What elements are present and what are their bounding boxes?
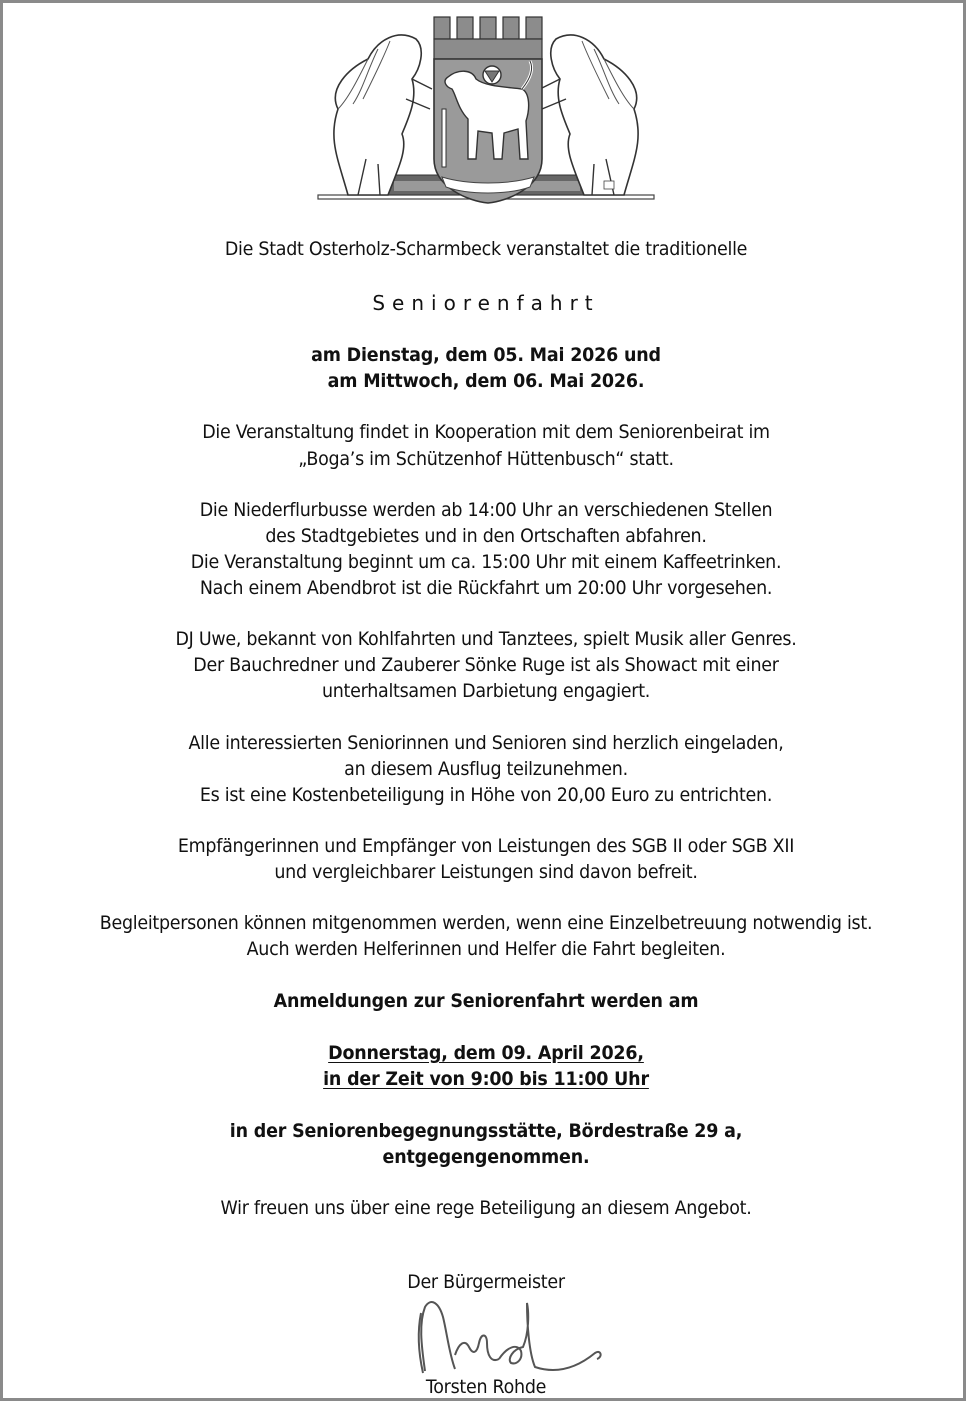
paragraph-entertainment-line-2: Der Bauchredner und Zauberer Sönke Ruge ist als Showact mit einer	[193, 654, 779, 676]
date-line-2: am Mittwoch, dem 06. Mai 2026.	[327, 370, 645, 392]
paragraph-companions-line-1: Begleitpersonen können mitgenommen werden, wenn eine Einzelbetreuung notwendig ist.	[99, 912, 873, 934]
registration-date	[42, 1040, 931, 1066]
paragraph-exemption-line-1: Empfängerinnen und Empfänger von Leistungen des SGB II oder SGB XII	[177, 835, 795, 857]
registration-intro: Anmeldungen zur Seniorenfahrt werden am	[273, 990, 699, 1012]
page-title: Seniorenfahrt	[372, 291, 600, 315]
registration-time	[42, 1066, 931, 1092]
coat-of-arms-icon	[308, 9, 664, 205]
signature-name: Torsten Rohde	[425, 1376, 547, 1398]
paragraph-entertainment-line-3: unterhaltsamen Darbietung engagiert.	[321, 680, 651, 702]
registration-location: in der Seniorenbegegnungsstätte, Bördestraße 29 a,	[229, 1120, 743, 1142]
registration-closing: entgegengenommen.	[382, 1146, 590, 1168]
paragraph-invitation-line-2: an diesem Ausflug teilzunehmen.	[344, 758, 628, 780]
paragraph-entertainment-line-1: DJ Uwe, bekannt von Kohlfahrten und Tanztees, spielt Musik aller Genres.	[175, 628, 797, 650]
intro-text: Die Stadt Osterholz-Scharmbeck veranstaltet die traditionelle	[224, 238, 748, 260]
paragraph-schedule-line-2: des Stadtgebietes und in den Ortschaften abfahren.	[265, 525, 707, 547]
paragraph-cooperation-line-2: „Boga’s im Schützenhof Hüttenbusch“ statt.	[298, 448, 674, 470]
paragraph-exemption-line-2: und vergleichbarer Leistungen sind davon befreit.	[274, 861, 698, 883]
paragraph-companions-line-2: Auch werden Helferinnen und Helfer die Fahrt begleiten.	[246, 938, 726, 960]
paragraph-invitation-line-3: Es ist eine Kostenbeteiligung in Höhe von 20,00 Euro zu entrichten.	[199, 784, 773, 806]
registration-time-text: in der Zeit von 9:00 bis 11:00 Uhr	[323, 1068, 649, 1090]
paragraph-schedule-line-4: Nach einem Abendbrot ist die Rückfahrt um 20:00 Uhr vorgesehen.	[199, 577, 773, 599]
registration-date-text: Donnerstag, dem 09. April 2026,	[328, 1042, 644, 1064]
paragraph-cooperation-line-1: Die Veranstaltung findet in Kooperation mit dem Seniorenbeirat im	[202, 421, 770, 443]
paragraph-schedule-line-3: Die Veranstaltung beginnt um ca. 15:00 Uhr mit einem Kaffeetrinken.	[190, 551, 782, 573]
signature-role: Der Bürgermeister	[407, 1271, 565, 1293]
date-line-1: am Dienstag, dem 05. Mai 2026 und	[311, 344, 661, 366]
paragraph-invitation-line-1: Alle interessierten Seniorinnen und Senioren sind herzlich eingeladen,	[188, 732, 784, 754]
signature-icon	[403, 1293, 623, 1383]
closing-text: Wir freuen uns über eine rege Beteiligung an diesem Angebot.	[220, 1197, 752, 1219]
paragraph-schedule-line-1: Die Niederflurbusse werden ab 14:00 Uhr an verschiedenen Stellen	[199, 499, 773, 521]
